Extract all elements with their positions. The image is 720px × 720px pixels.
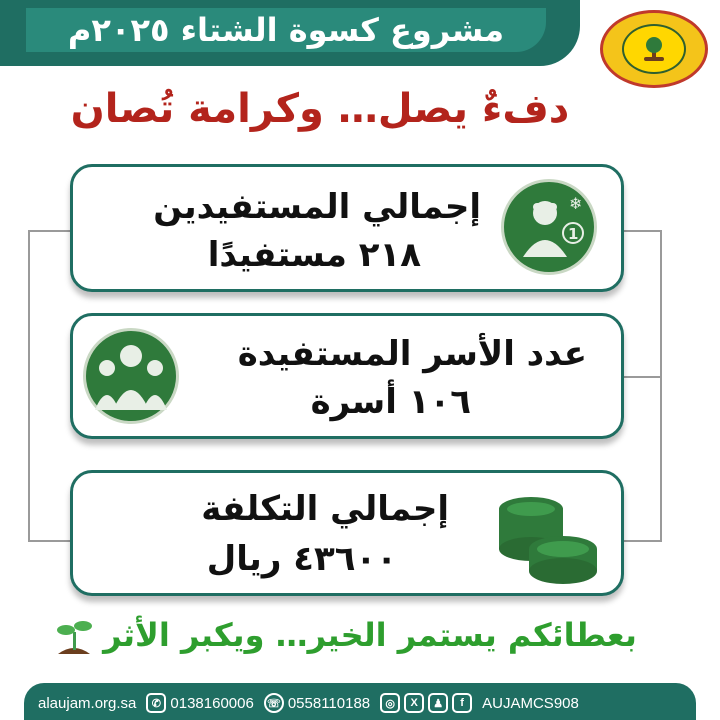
header-banner — [0, 0, 580, 66]
header-banner-inner — [26, 8, 546, 52]
facebook-icon[interactable]: f — [452, 693, 472, 713]
winter-person-icon — [501, 179, 597, 275]
connector-right-bottom — [622, 540, 662, 542]
connector-right — [660, 230, 662, 542]
phone-group[interactable] — [146, 693, 253, 713]
tree-icon — [640, 35, 668, 63]
footer-bar — [24, 683, 696, 720]
whatsapp-group[interactable] — [264, 693, 370, 713]
card-value: ١٠٦ أسرة — [310, 382, 471, 422]
sprout-icon — [52, 614, 96, 658]
phone-number: 0138160006 — [170, 694, 254, 712]
website-link[interactable]: alaujam.org.sa — [38, 694, 137, 712]
whatsapp-number: 0558110188 — [287, 694, 371, 712]
card-value: ٤٣٦٠٠ ريال — [206, 539, 397, 579]
connector-right-mid — [622, 376, 662, 378]
connector-right-top — [622, 230, 662, 232]
social-handle[interactable]: AUJAMCS908 — [482, 694, 579, 712]
badge-number: 1 — [568, 225, 579, 243]
x-icon[interactable]: X — [404, 693, 424, 713]
card-label: إجمالي المستفيدين — [153, 187, 481, 227]
connector-left-bottom — [28, 540, 72, 542]
organization-logo — [600, 10, 708, 88]
whatsapp-icon: ☏ — [264, 693, 284, 713]
family-icon — [83, 328, 179, 424]
card-label: عدد الأسر المستفيدة — [237, 334, 587, 374]
closing-message: بعطائكم يستمر الخير… ويكبر الأثر — [103, 616, 637, 654]
connector-left — [28, 230, 30, 542]
card-label: إجمالي التكلفة — [201, 489, 449, 529]
families-card — [70, 313, 624, 439]
cost-card — [70, 470, 624, 596]
connector-left-top — [28, 230, 72, 232]
social-icons — [380, 693, 472, 713]
instagram-icon[interactable]: ◎ — [380, 693, 400, 713]
page-title: مشروع كسوة الشتاء ٢٠٢٥م — [67, 11, 505, 49]
card-value: ٢١٨ مستفيدًا — [207, 235, 421, 275]
svg-text:❄: ❄ — [569, 194, 583, 213]
coins-icon — [493, 487, 601, 587]
phone-icon: ✆ — [146, 693, 166, 713]
snapchat-icon[interactable]: ♟ — [428, 693, 448, 713]
beneficiaries-card — [70, 164, 624, 292]
slogan: دفءٌ يصل… وكرامة تُصان — [70, 86, 570, 132]
logo-emblem — [622, 24, 686, 74]
